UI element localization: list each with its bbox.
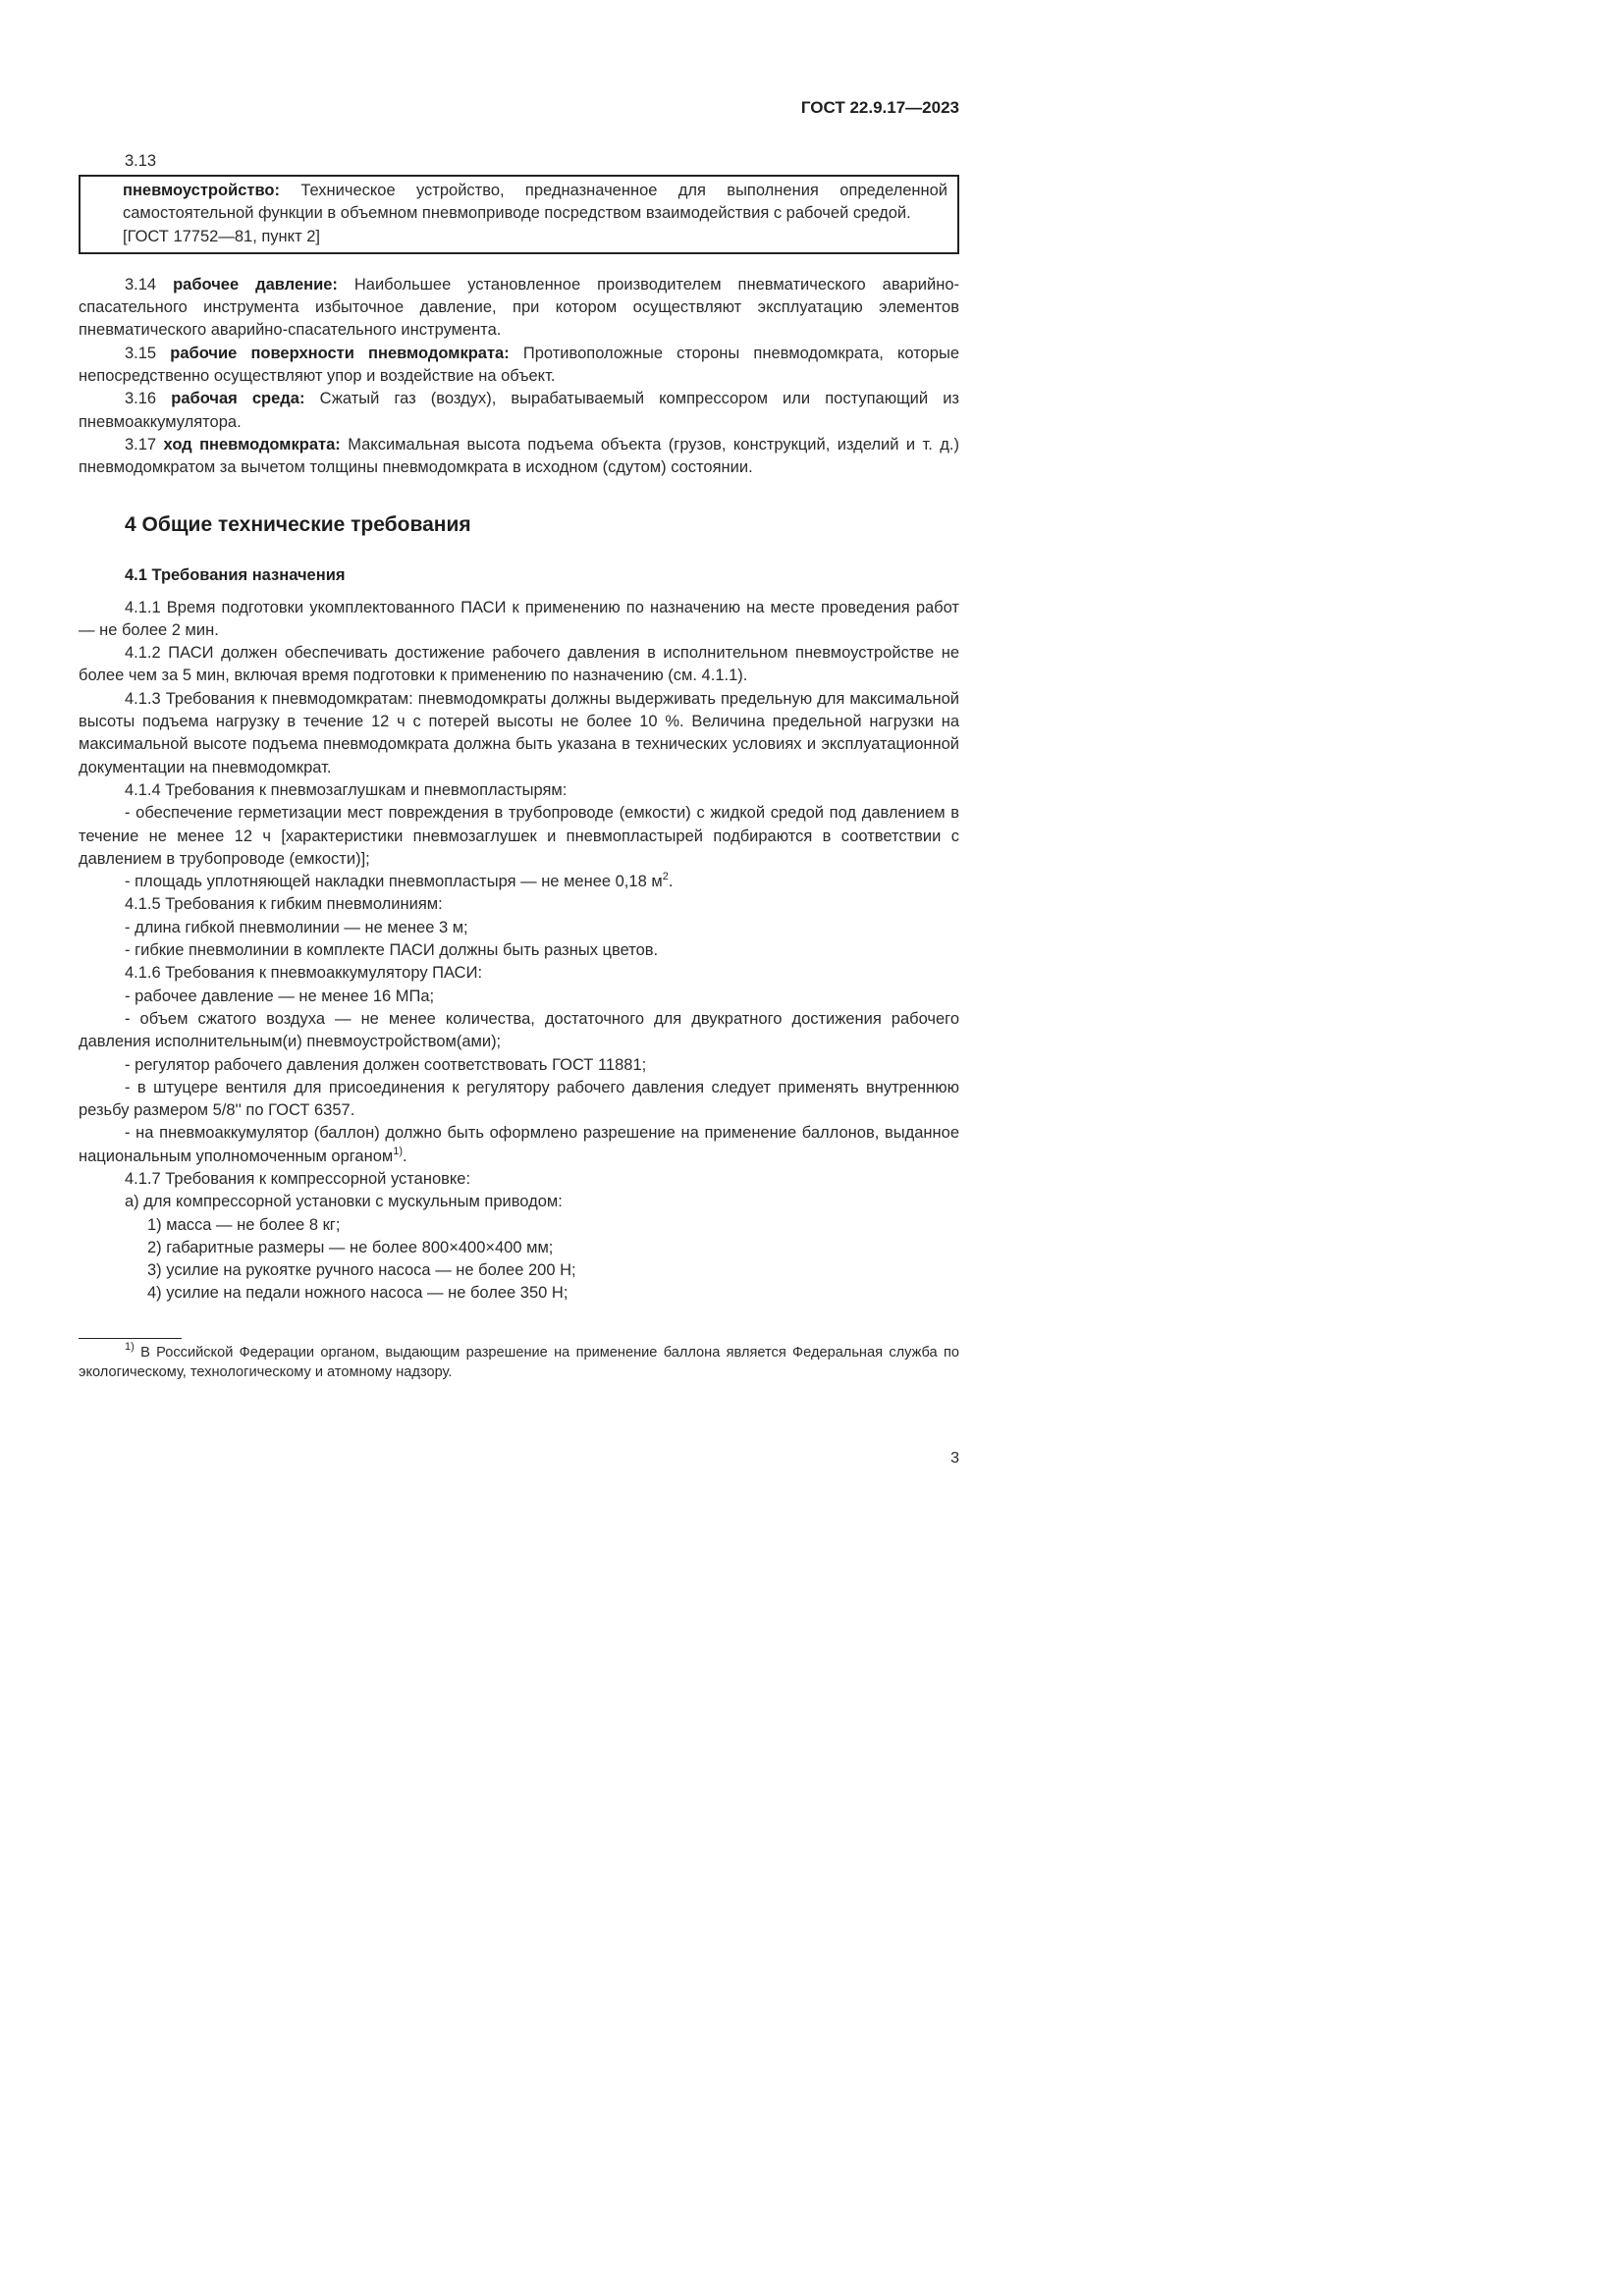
- footnote-mark: 1): [125, 1341, 135, 1353]
- page-number: 3: [950, 1450, 959, 1467]
- clause-4-1-4: 4.1.4 Требования к пневмозаглушкам и пневмопластырям:: [125, 780, 568, 799]
- term-3-17: [79, 434, 959, 480]
- term-3-13-source: [ГОСТ 17752—81, пункт 2]: [123, 227, 320, 245]
- term-text: Максимальная высота подъема объекта (грузов, конструкций, изделий и т. д.) пневмодомкратом за вычетом толщины пневмодомкрата в исходном (сдутом) состоянии.: [79, 435, 959, 477]
- clause-4-1-5-item-a: - длина гибкой пневмолинии — не менее 3 м;: [125, 918, 468, 936]
- item-end: .: [668, 873, 674, 891]
- term-name: рабочая среда:: [171, 390, 305, 408]
- term-name: рабочее давление:: [173, 275, 338, 294]
- footnote-text: [79, 1343, 959, 1382]
- term-number: 3.15: [125, 344, 171, 362]
- term-text: Наибольшее установленное производителем пневматического аварийно-спасательного инструмента избыточное давление, при котором осуществляют эксплуатацию элементов пневматического аварийно-спасательного инструмента.: [79, 275, 959, 340]
- term-name: ход пневмодомкрата:: [163, 435, 341, 454]
- term-text: Противоположные стороны пневмодомкрата, которые непосредственно осуществляют упор и воздействие на объект.: [79, 344, 960, 386]
- clause-4-1-4-item-b: [79, 871, 959, 893]
- list-item: 3) усилие на рукоятке ручного насоса — не более 200 Н;: [147, 1261, 576, 1280]
- superscript: 2: [662, 871, 669, 883]
- footnote-body: В Российской Федерации органом, выдающим разрешение на применение баллона является Федеральная служба по экологическому, технологическому и атомному надзору.: [79, 1345, 959, 1380]
- term-3-14: [79, 274, 959, 343]
- clause-4-1-5: 4.1.5 Требования к гибким пневмолиниям:: [125, 895, 443, 914]
- term-3-13-number: 3.13: [125, 152, 157, 170]
- list-item: 1) масса — не более 8 кг;: [147, 1215, 341, 1234]
- document-page: [0, 0, 1089, 1539]
- clause-4-1-3: 4.1.3 Требования к пневмодомкратам: пневмодомкраты должны выдерживать предельную для максимальной высоты подъема нагрузку в течение 12 ч с потерей высоты не более 10 %. Величина предельной нагрузки на максимальной высоте подъема пневмодомкрата должна быть указана в технических условиях и эксплуатационной документации на пневмодомкрат.: [79, 689, 959, 776]
- clause-4-1-1: 4.1.1 Время подготовки укомплектованного ПАСИ к применению по назначению на месте проведения работ — не более 2 мин.: [79, 598, 959, 639]
- footnote-ref: 1): [393, 1145, 404, 1157]
- term-number: 3.16: [125, 390, 172, 408]
- standard-header: ГОСТ 22.9.17—2023: [800, 98, 959, 117]
- term-name: рабочие поверхности пневмодомкрата:: [170, 344, 510, 362]
- section-4-heading: 4 Общие технические требования: [125, 512, 471, 536]
- subsection-4-1-heading: 4.1 Требования назначения: [125, 565, 346, 584]
- item-end: .: [403, 1147, 407, 1165]
- list-item: 4) усилие на педали ножного насоса — не более 350 Н;: [147, 1284, 568, 1303]
- clause-4-1-2: 4.1.2 ПАСИ должен обеспечивать достижение рабочего давления в исполнительном пневмоустройстве не более чем за 5 мин, включая время подготовки к применению по назначению (см. 4.1.1).: [79, 644, 959, 685]
- clause-4-1-4-item-a: - обеспечение герметизации мест повреждения в трубопроводе (емкости) с жидкой средой под давлением в течение не менее 12 ч [характеристики пневмозаглушек и пневмопластырей подбираются в соответствии с давлением в трубопроводе (емкости)];: [79, 804, 959, 868]
- footnote-separator: [79, 1338, 182, 1339]
- term-3-13-box: [79, 175, 959, 254]
- item-text: - площадь уплотняющей накладки пневмопластыря — не менее 0,18 м: [125, 873, 663, 891]
- term-3-13-term: пневмоустройство:: [123, 182, 280, 199]
- clause-4-1-5-item-b: - гибкие пневмолинии в комплекте ПАСИ должны быть разных цветов.: [125, 941, 659, 960]
- clause-4-1-7: 4.1.7 Требования к компрессорной установке:: [125, 1169, 471, 1188]
- footnote: [79, 1343, 959, 1382]
- term-3-16: [79, 388, 959, 434]
- clause-4-1-6-item-e: [79, 1122, 959, 1168]
- term-3-13-text: Техническое устройство, предназначенное для выполнения определенной самостоятельной функции в объемном пневмоприводе посредством взаимодействия с рабочей средой.: [123, 182, 947, 223]
- term-number: 3.17: [125, 435, 164, 454]
- term-number: 3.14: [125, 275, 174, 294]
- list-item: 2) габаритные размеры — не более 800×400×400 мм;: [147, 1238, 554, 1256]
- term-3-15: [79, 343, 959, 389]
- term-text: Сжатый газ (воздух), вырабатываемый компрессором или поступающий из пневмоаккумулятора.: [79, 390, 959, 431]
- clause-4-1-6-item-a: - рабочее давление — не менее 16 МПа;: [125, 987, 435, 1005]
- clause-4-1-6-item-c: - регулятор рабочего давления должен соответствовать ГОСТ 11881;: [125, 1055, 647, 1074]
- clause-4-1-7-item-a: а) для компрессорной установки с мускульным приводом:: [125, 1193, 563, 1211]
- term-3-13-definition: [123, 180, 947, 226]
- clause-4-1-6-item-d: - в штуцере вентиля для присоединения к регулятору рабочего давления следует применять внутреннюю резьбу размером 5/8'' по ГОСТ 6357.: [79, 1078, 959, 1120]
- item-text: - на пневмоаккумулятор (баллон) должно быть оформлено разрешение на применение баллонов, выданное национальным уполномоченным органом: [79, 1124, 959, 1165]
- clause-4-1-6: 4.1.6 Требования к пневмоаккумулятору ПАСИ:: [125, 964, 483, 983]
- clause-4-1-6-item-b: - объем сжатого воздуха — не менее количества, достаточного для двукратного достижения рабочего давления исполнительным(и) пневмоустройством(ами);: [79, 1009, 959, 1051]
- page-content: [79, 149, 959, 1306]
